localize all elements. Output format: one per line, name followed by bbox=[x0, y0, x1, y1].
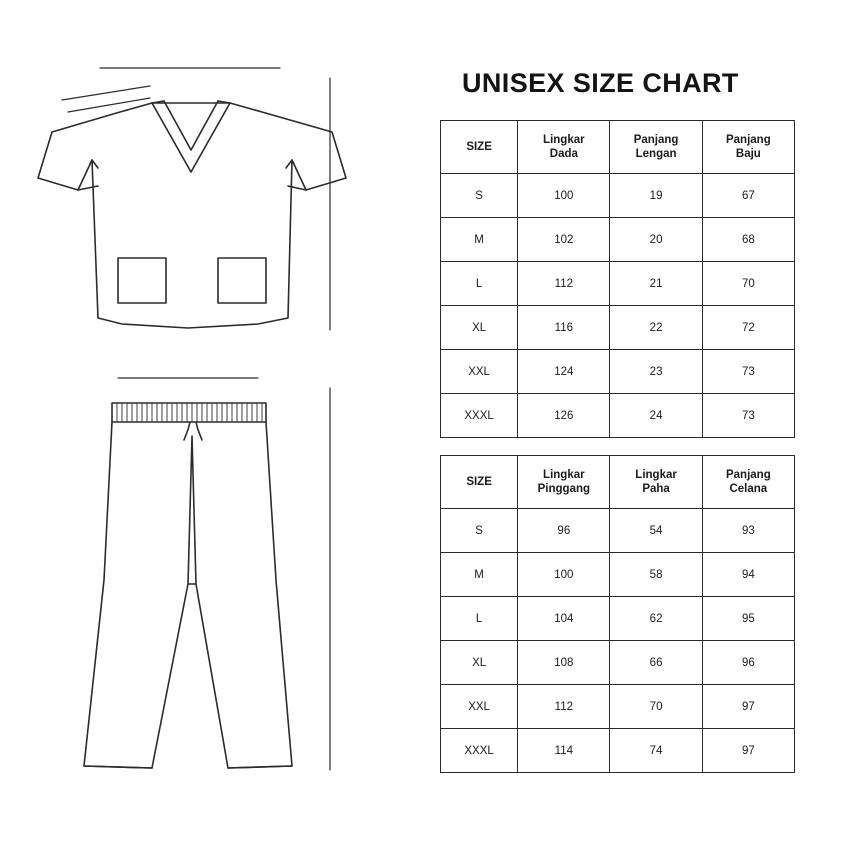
guide-line-left-b bbox=[68, 98, 150, 112]
cell-chest: 100 bbox=[518, 174, 610, 218]
cell-chest: 124 bbox=[518, 350, 610, 394]
cell-size: L bbox=[441, 597, 518, 641]
scrub-pants-illustration bbox=[0, 370, 420, 800]
cell-length: 70 bbox=[702, 262, 794, 306]
waistband-elastic-hatching bbox=[117, 404, 262, 421]
shirt-body-outline bbox=[38, 103, 346, 328]
header-line-1: Panjang bbox=[725, 133, 771, 146]
header-line-2: Paha bbox=[642, 483, 670, 495]
table-row bbox=[441, 218, 795, 262]
header-line-2: Lengan bbox=[635, 148, 677, 160]
cell-size: L bbox=[441, 262, 518, 306]
cell-chest: 126 bbox=[518, 394, 610, 438]
cell-length: 95 bbox=[702, 597, 794, 641]
cell-size: XL bbox=[441, 641, 518, 685]
header-line-1: Lingkar bbox=[635, 468, 677, 481]
cell-size: XXL bbox=[441, 350, 518, 394]
table-row bbox=[441, 174, 795, 218]
header-line-1: Panjang bbox=[633, 133, 679, 146]
header-line-2: Baju bbox=[735, 148, 761, 160]
cell-sleeve: 24 bbox=[610, 394, 702, 438]
cell-length: 96 bbox=[702, 641, 794, 685]
cell-length: 72 bbox=[702, 306, 794, 350]
pocket-left bbox=[118, 258, 166, 303]
scrub-top-illustration bbox=[0, 0, 420, 370]
table-row bbox=[441, 509, 795, 553]
cell-chest: 116 bbox=[518, 306, 610, 350]
header-line-2: Dada bbox=[549, 148, 578, 160]
cell-size: S bbox=[441, 509, 518, 553]
cell-length: 94 bbox=[702, 553, 794, 597]
cell-sleeve: 21 bbox=[610, 262, 702, 306]
cell-length: 93 bbox=[702, 509, 794, 553]
sleeve-hem-left bbox=[78, 186, 98, 190]
cell-thigh: 66 bbox=[610, 641, 702, 685]
table-row bbox=[441, 729, 795, 773]
cell-chest: 102 bbox=[518, 218, 610, 262]
table-row bbox=[441, 597, 795, 641]
column-header-thigh bbox=[610, 456, 702, 509]
header-line-2: Pinggang bbox=[537, 483, 591, 495]
table-header-row bbox=[441, 456, 795, 509]
cell-length: 97 bbox=[702, 729, 794, 773]
cell-waist: 96 bbox=[518, 509, 610, 553]
top-size-table bbox=[440, 120, 795, 438]
cell-waist: 114 bbox=[518, 729, 610, 773]
column-header-waist bbox=[518, 456, 610, 509]
cell-size: XL bbox=[441, 306, 518, 350]
cell-sleeve: 23 bbox=[610, 350, 702, 394]
table-row bbox=[441, 350, 795, 394]
vneck-inner bbox=[164, 101, 218, 150]
column-header-sleeve-length bbox=[610, 121, 702, 174]
waistband bbox=[112, 403, 266, 422]
table-row bbox=[441, 641, 795, 685]
cell-thigh: 70 bbox=[610, 685, 702, 729]
drawstring-left bbox=[184, 422, 190, 440]
cell-sleeve: 22 bbox=[610, 306, 702, 350]
cell-thigh: 54 bbox=[610, 509, 702, 553]
column-header-shirt-length bbox=[702, 121, 794, 174]
hem-right bbox=[228, 766, 292, 768]
chart-column bbox=[440, 0, 820, 846]
cell-sleeve: 19 bbox=[610, 174, 702, 218]
cell-size: XXXL bbox=[441, 394, 518, 438]
table-row bbox=[441, 306, 795, 350]
cell-chest: 112 bbox=[518, 262, 610, 306]
cell-waist: 104 bbox=[518, 597, 610, 641]
column-header-pants-length bbox=[702, 456, 794, 509]
cell-length: 97 bbox=[702, 685, 794, 729]
guide-line-left-a bbox=[62, 86, 150, 100]
cell-thigh: 74 bbox=[610, 729, 702, 773]
hem-left bbox=[84, 766, 152, 768]
cell-size: M bbox=[441, 553, 518, 597]
illustration-column bbox=[0, 0, 420, 846]
cell-waist: 100 bbox=[518, 553, 610, 597]
cell-size: XXXL bbox=[441, 729, 518, 773]
table-row bbox=[441, 262, 795, 306]
cell-size: XXL bbox=[441, 685, 518, 729]
header-line-1: Lingkar bbox=[543, 468, 585, 481]
cell-thigh: 58 bbox=[610, 553, 702, 597]
cell-size: M bbox=[441, 218, 518, 262]
table-row bbox=[441, 394, 795, 438]
header-line-1: Lingkar bbox=[543, 133, 585, 146]
cell-sleeve: 20 bbox=[610, 218, 702, 262]
vneck-outer bbox=[152, 103, 230, 172]
column-header-size: SIZE bbox=[441, 121, 518, 174]
table-row bbox=[441, 685, 795, 729]
drawstring-right bbox=[196, 422, 202, 440]
center-seam bbox=[188, 436, 196, 584]
pants-outline bbox=[84, 422, 292, 768]
column-header-size: SIZE bbox=[441, 456, 518, 509]
cell-waist: 112 bbox=[518, 685, 610, 729]
pants-size-table bbox=[440, 455, 795, 773]
header-line-1: Panjang bbox=[725, 468, 771, 481]
cell-thigh: 62 bbox=[610, 597, 702, 641]
cell-waist: 108 bbox=[518, 641, 610, 685]
cell-size: S bbox=[441, 174, 518, 218]
pocket-right bbox=[218, 258, 266, 303]
table-row bbox=[441, 553, 795, 597]
cell-length: 73 bbox=[702, 350, 794, 394]
table-header-row bbox=[441, 121, 795, 174]
header-line-2: Celana bbox=[729, 483, 768, 495]
cell-length: 67 bbox=[702, 174, 794, 218]
column-header-chest bbox=[518, 121, 610, 174]
cell-length: 68 bbox=[702, 218, 794, 262]
page-title: UNISEX SIZE CHART bbox=[462, 68, 739, 98]
cell-length: 73 bbox=[702, 394, 794, 438]
